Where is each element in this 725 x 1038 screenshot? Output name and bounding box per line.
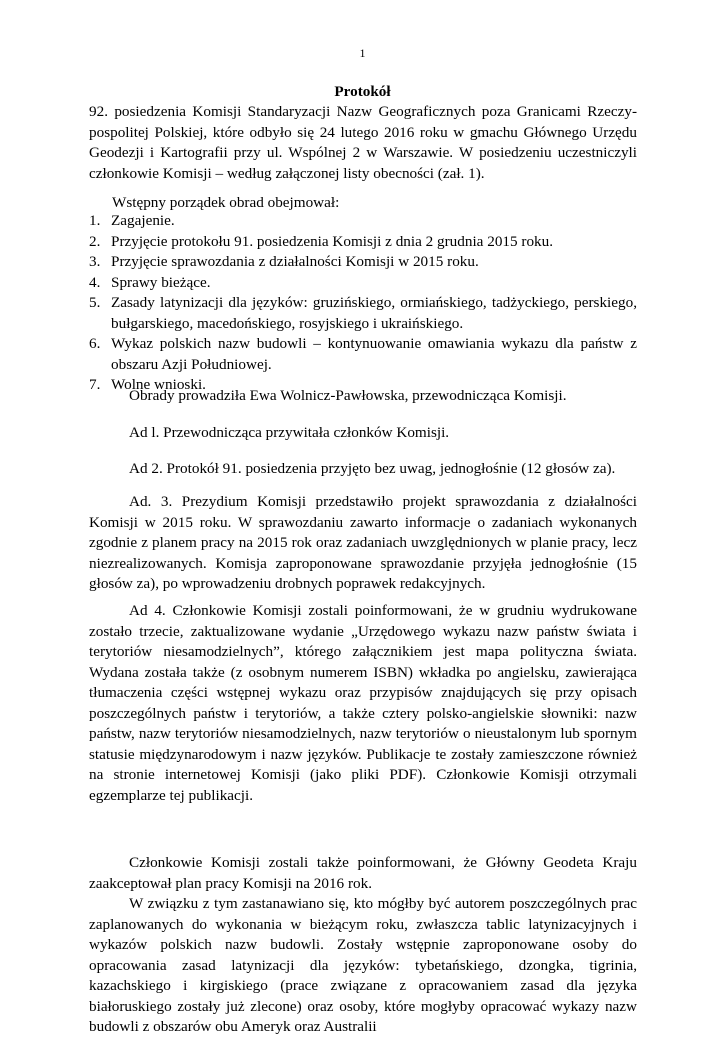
agenda-item-number: 7.: [89, 376, 101, 393]
agenda-item-text: Przyjęcie protokołu 91. posiedzenia Komisji z dnia 2 grudnia 2015 roku.: [111, 232, 554, 250]
ad4-paragraph: Ad 4. Członkowie Komisji zostali poinformowani, że w grudniu wydrukowane zostało trzecie, zaktualizowane wydanie „Urzędowego wykazu nazw państw świata i terytoriów niesamodzielnych”, którego załącznikiem jest mapa polityczna świata. Wydana została także (z osobnym numerem ISBN) wkładka po angielsku, zawierająca tłumaczenia części wstępnej wykazu oraz przypisów znajdujących się przy opisach poszczególnych państw i terytoriów, a także cztery polsko-angielskie słowniki: nazw państw, nazw terytoriów niesamodzielnych, nazw terytoriów o nieustalonym lub spornym statusie międzynarodowym i nazw języków. Publikacje te zostały zamieszczone również na stronie internetowej Komisji (jako pliki PDF). Członkowie Komisji otrzymali egzemplarze tej publikacji.: [89, 602, 637, 804]
page-number: 1: [359, 46, 366, 60]
agenda-item: [89, 252, 637, 273]
agenda-item: [89, 273, 637, 294]
agenda-item-number: 2.: [89, 232, 101, 250]
agenda-item: [89, 211, 637, 232]
members-info-paragraph: Członkowie Komisji zostali także poinformowani, że Główny Geodeta Kraju zaakceptował plan pracy Komisji na 2016 rok.: [89, 854, 637, 892]
chair-paragraph: Obrady prowadziła Ewa Wolnicz-Pawłowska, przewodnicząca Komisji.: [129, 387, 567, 404]
ad2-paragraph: Ad 2. Protokół 91. posiedzenia przyjęto bez uwag, jednogłośnie (12 głosów za).: [129, 460, 616, 477]
agenda-item: [89, 293, 637, 334]
agenda-item-text: Wykaz polskich nazw budowli – kontynuowanie omawiania wykazu dla państw z obszaru Azji Południowej.: [111, 335, 637, 373]
agenda-item-text: Wolne wnioski.: [111, 376, 206, 393]
agenda-item-number: 4.: [89, 273, 101, 291]
agenda-item-text: Przyjęcie sprawozdania z działalności Komisji w 2015 roku.: [111, 253, 479, 270]
agenda-item-text: Zasady latynizacji dla języków: gruzińskiego, ormiańskiego, tadżyckiego, perskiego, bułgarskiego, macedońskiego, rosyjskiego i ukraińskiego.: [111, 294, 637, 332]
document-title: Protokół: [334, 83, 391, 100]
agenda-intro: Wstępny porządek obrad obejmował:: [112, 194, 340, 211]
agenda-item-text: Zagajenie.: [111, 212, 175, 229]
agenda-item-number: 5.: [89, 294, 101, 311]
agenda-item-number: 3.: [89, 253, 101, 270]
ad1-paragraph: Ad l. Przewodnicząca przywitała członków Komisji.: [129, 424, 450, 441]
agenda-item: [89, 334, 637, 375]
agenda-item-number: 6.: [89, 335, 101, 352]
agenda-item-number: 1.: [89, 212, 101, 229]
ad3-paragraph: Ad. 3. Prezydium Komisji przedstawiło projekt sprawozdania z działalności Komisji w 2015 roku. W sprawozdaniu zawarto informacje o zadaniach wykonanych zgodnie z planem pracy na 2015 rok oraz zadaniach uwzględnionych w planie pracy, lecz niezrealizowanych. Komisja zaproponowane sprawozdanie przyjęła jednogłośnie (15 głosów za), po wprowadzeniu drobnych poprawek redakcyjnych.: [89, 493, 637, 592]
agenda-item-text: Sprawy bieżące.: [111, 273, 211, 291]
intro-paragraph: 92. posiedzenia Komisji Standaryzacji Nazw Geograficznych poza Granicami Rzeczy-pospolitej Polskiej, które odbyło się 24 lutego 2016 roku w gmachu Głównego Urzędu Geodezji i Kartografii przy ul. Wspólnej 2 w Warszawie. W posiedzeniu uczestniczyli członkowie Komisji – według załączonej listy obecności (zał. 1).: [89, 103, 637, 182]
agenda-item: [89, 232, 637, 253]
agenda-list: [89, 211, 637, 396]
context-paragraph: W związku z tym zastanawiano się, kto mógłby być autorem poszczególnych prac zaplanowanych do wykonania w bieżącym roku, zwłaszcza tablic latynizacyjnych i wykazów polskich nazw budowli. Zostały wstępnie zaproponowane osoby do opracowania zasad latynizacji dla języków: tybetańskiego, dzongka, tigrinia, kazachskiego i kirgiskiego (prace związane z opracowaniem zasad dla języka białoruskiego zostały już zlecone) oraz osoby, które mogłyby opracować wykazy nazw budowli z obszarów obu Ameryk oraz Australii: [89, 895, 637, 1035]
